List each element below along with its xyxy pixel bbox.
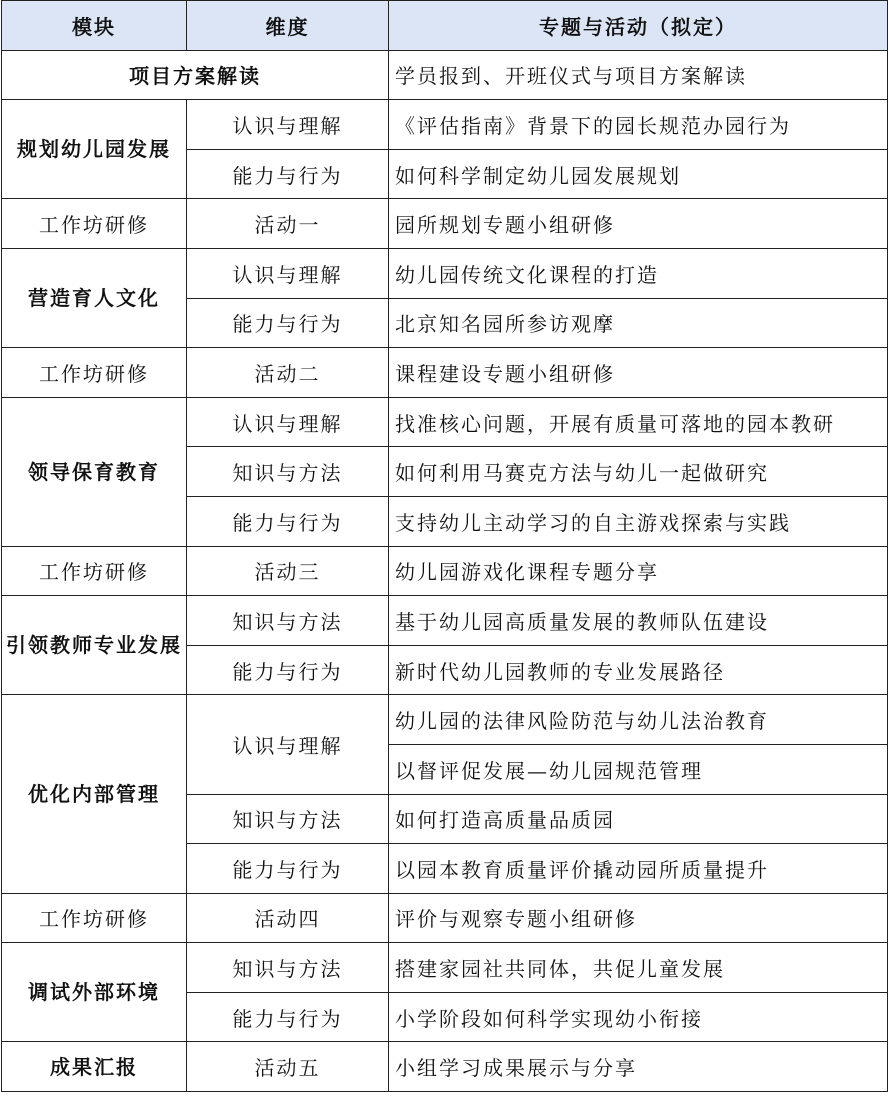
dimension-cell: 能力与行为: [187, 645, 389, 695]
table-row: [2, 100, 888, 150]
dimension-cell: 活动五: [187, 1042, 389, 1092]
table-row: [2, 50, 888, 100]
module-cell: 规划幼儿园发展: [2, 100, 187, 199]
table-row: [2, 199, 888, 249]
topic-cell: 学员报到、开班仪式与项目方案解读: [389, 50, 888, 100]
topic-cell: 找准核心问题，开展有质量可落地的园本教研: [389, 397, 888, 447]
module-cell: 营造育人文化: [2, 248, 187, 347]
table-row: [2, 397, 888, 447]
dimension-cell: 活动四: [187, 893, 389, 943]
dimension-cell: 知识与方法: [187, 794, 389, 844]
module-cell: 领导保育教育: [2, 397, 187, 546]
dimension-cell: 能力与行为: [187, 496, 389, 546]
module-cell: 引领教师专业发展: [2, 596, 187, 695]
topic-cell: 园所规划专题小组研修: [389, 199, 888, 249]
header-module: 模块: [2, 1, 187, 51]
topic-cell: 幼儿园传统文化课程的打造: [389, 248, 888, 298]
topic-cell: 幼儿园游戏化课程专题分享: [389, 546, 888, 596]
workshop-cell: 工作坊研修: [2, 893, 187, 943]
dimension-cell: 能力与行为: [187, 844, 389, 894]
dimension-cell: 认识与理解: [187, 100, 389, 150]
topic-cell: 《评估指南》背景下的园长规范办园行为: [389, 100, 888, 150]
dimension-cell: 能力与行为: [187, 298, 389, 348]
module-cell: 优化内部管理: [2, 695, 187, 893]
topic-cell: 搭建家园社共同体，共促儿童发展: [389, 943, 888, 993]
table-row: [2, 943, 888, 993]
dimension-cell: 能力与行为: [187, 992, 389, 1042]
topic-cell: 小学阶段如何科学实现幼小衔接: [389, 992, 888, 1042]
table-row: [2, 348, 888, 398]
table-row: [2, 596, 888, 646]
topic-cell: 基于幼儿园高质量发展的教师队伍建设: [389, 596, 888, 646]
module-cell: 调试外部环境: [2, 943, 187, 1042]
module-cell: 成果汇报: [2, 1042, 187, 1092]
topic-cell: 如何利用马赛克方法与幼儿一起做研究: [389, 447, 888, 497]
workshop-cell: 工作坊研修: [2, 199, 187, 249]
dimension-cell: 认识与理解: [187, 695, 389, 794]
dimension-cell: 认识与理解: [187, 397, 389, 447]
dimension-cell: 知识与方法: [187, 596, 389, 646]
workshop-cell: 工作坊研修: [2, 546, 187, 596]
dimension-cell: 知识与方法: [187, 447, 389, 497]
header-dimension: 维度: [187, 1, 389, 51]
dimension-cell: 活动二: [187, 348, 389, 398]
topic-cell: 以督评促发展—幼儿园规范管理: [389, 744, 888, 794]
table-row: [2, 248, 888, 298]
header-topic: 专题与活动（拟定）: [389, 1, 888, 51]
dimension-cell: 知识与方法: [187, 943, 389, 993]
topic-cell: 小组学习成果展示与分享: [389, 1042, 888, 1092]
topic-cell: 以园本教育质量评价撬动园所质量提升: [389, 844, 888, 894]
topic-cell: 评价与观察专题小组研修: [389, 893, 888, 943]
intro-module: 项目方案解读: [2, 50, 389, 100]
table-row: [2, 893, 888, 943]
dimension-cell: 活动一: [187, 199, 389, 249]
topic-cell: 新时代幼儿园教师的专业发展路径: [389, 645, 888, 695]
program-schedule-table: [1, 0, 888, 1092]
topic-cell: 如何打造高质量品质园: [389, 794, 888, 844]
table-row: [2, 546, 888, 596]
workshop-cell: 工作坊研修: [2, 348, 187, 398]
topic-cell: 课程建设专题小组研修: [389, 348, 888, 398]
table-row: [2, 695, 888, 745]
dimension-cell: 认识与理解: [187, 248, 389, 298]
header-row: [2, 1, 888, 51]
topic-cell: 支持幼儿主动学习的自主游戏探索与实践: [389, 496, 888, 546]
dimension-cell: 能力与行为: [187, 149, 389, 199]
dimension-cell: 活动三: [187, 546, 389, 596]
topic-cell: 幼儿园的法律风险防范与幼儿法治教育: [389, 695, 888, 745]
topic-cell: 北京知名园所参访观摩: [389, 298, 888, 348]
table-row: [2, 1042, 888, 1092]
topic-cell: 如何科学制定幼儿园发展规划: [389, 149, 888, 199]
